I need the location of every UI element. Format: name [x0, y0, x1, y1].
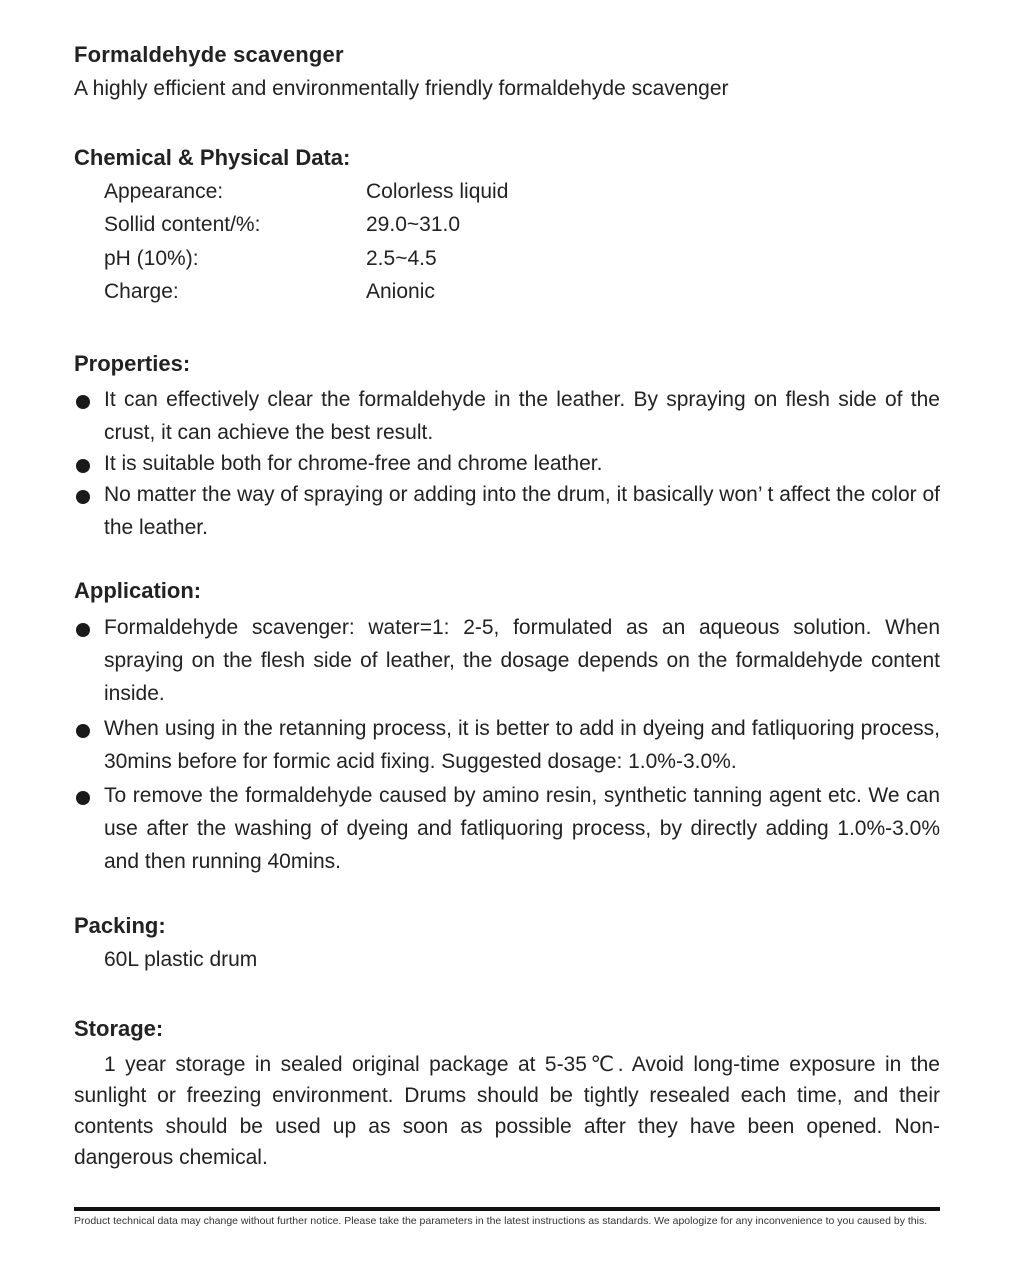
list-item-text: To remove the formaldehyde caused by amino resin, synthetic tanning agent etc. We can use after the washing of dyeing and fatliquoring process, by directly adding 1.0%-3.0% and then running 40mins. [104, 784, 940, 873]
bullet-icon [76, 490, 90, 504]
data-value: Anionic [366, 280, 435, 303]
storage-text: 1 year storage in sealed original package at 5-35℃. Avoid long-time exposure in the sunlight or freezing environment. Drums should be tightly resealed each time, and their contents should be used up as soon as possible after they have been opened. Non-dangerous chemical. [74, 1053, 940, 1169]
list-item [74, 383, 940, 449]
data-label: pH (10%): [104, 247, 199, 270]
properties-heading: Properties: [74, 351, 191, 376]
document-title: Formaldehyde scavenger [74, 42, 344, 67]
packing-text: 60L plastic drum [104, 948, 258, 971]
footer-note: Product technical data may change without further notice. Please take the parameters in the latest instructions as standards. We apologize for any inconvenience to you caused by this. [74, 1215, 928, 1227]
list-item [74, 611, 940, 710]
data-label: Charge: [104, 280, 179, 303]
list-item [74, 478, 940, 544]
list-item-text: No matter the way of spraying or adding into the drum, it basically won’ t affect the color of the leather. [104, 483, 940, 539]
data-row-appearance [104, 180, 508, 204]
data-row-solid-content [104, 213, 460, 237]
footer-divider [74, 1207, 940, 1211]
list-item [74, 779, 940, 878]
data-value: Colorless liquid [366, 180, 509, 203]
list-item-text: It is suitable both for chrome-free and chrome leather. [104, 452, 603, 475]
data-value: 29.0~31.0 [366, 213, 461, 236]
bullet-icon [76, 724, 90, 738]
list-item [74, 712, 940, 778]
list-item-text: It can effectively clear the formaldehyde in the leather. By spraying on flesh side of the crust, it can achieve the best result. [104, 388, 940, 444]
bullet-icon [76, 791, 90, 805]
storage-heading: Storage: [74, 1016, 164, 1041]
data-value: 2.5~4.5 [366, 247, 437, 270]
list-item-text: Formaldehyde scavenger: water=1: 2-5, formulated as an aqueous solution. When spraying on the flesh side of leather, the dosage depends on the formaldehyde content inside. [104, 616, 940, 705]
chemical-data-heading: Chemical & Physical Data: [74, 145, 351, 170]
data-label: Sollid content/%: [104, 213, 261, 236]
list-item [74, 447, 940, 480]
bullet-icon [76, 623, 90, 637]
bullet-icon [76, 395, 90, 409]
application-heading: Application: [74, 578, 202, 603]
data-row-charge [104, 280, 435, 304]
bullet-icon [76, 459, 90, 473]
packing-heading: Packing: [74, 913, 166, 938]
list-item-text: When using in the retanning process, it is better to add in dyeing and fatliquoring process, 30mins before for formic acid fixing. Suggested dosage: 1.0%-3.0%. [104, 717, 940, 773]
data-label: Appearance: [104, 180, 224, 203]
document-subtitle: A highly efficient and environmentally friendly formaldehyde scavenger [74, 77, 729, 100]
data-row-ph [104, 247, 437, 271]
